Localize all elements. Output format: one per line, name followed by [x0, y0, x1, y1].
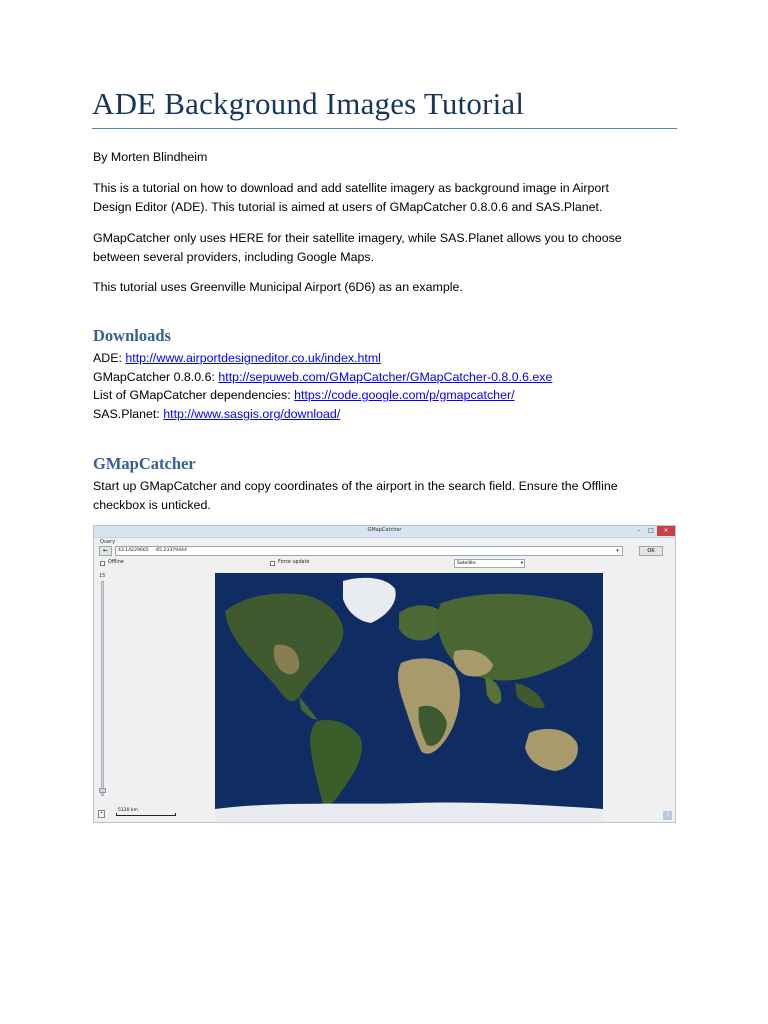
example-paragraph: This tutorial uses Greenville Municipal Airport (6D6) as an example. [93, 280, 463, 294]
force-update-checkbox[interactable] [270, 561, 275, 566]
download-label: GMapCatcher 0.8.0.6: [93, 370, 219, 384]
satellite-map[interactable] [215, 573, 603, 821]
zoom-slider[interactable] [101, 581, 104, 796]
author-line: By Morten Blindheim [93, 150, 208, 164]
window-controls [633, 526, 675, 536]
download-item-dependencies [93, 386, 515, 405]
zoom-slider-handle[interactable] [99, 788, 106, 793]
search-input[interactable]: 43.14229665 -85.23379444 [115, 546, 623, 556]
gmapcatcher-heading: GMapCatcher [93, 454, 196, 473]
providers-paragraph [93, 229, 663, 266]
chevron-down-icon: ▾ [520, 561, 523, 566]
page-title: ADE Background Images Tutorial [92, 86, 525, 121]
download-item-gmapcatcher [93, 368, 552, 387]
providers-line-2: between several providers, including Google Maps. [93, 249, 375, 264]
map-type-select[interactable] [454, 559, 525, 568]
title-underline [92, 128, 677, 129]
scale-bar [116, 813, 176, 816]
download-label: ADE: [93, 351, 126, 365]
map-type-value: Satellite [457, 561, 476, 566]
window-title: GMapCatcher [367, 527, 402, 533]
chevron-down-icon[interactable]: ▾ [616, 548, 619, 554]
download-label: List of GMapCatcher dependencies: [93, 388, 295, 402]
query-label: Query [100, 539, 116, 545]
scale-label: 5120 km [118, 808, 138, 813]
download-item-sasplanet [93, 405, 340, 424]
minimize-icon[interactable]: – [637, 527, 641, 534]
providers-line-1: GMapCatcher only uses HERE for their satellite imagery, while SAS.Planet allows you to choose [93, 231, 622, 245]
back-button[interactable] [99, 546, 112, 556]
help-icon[interactable]: ? [663, 811, 672, 820]
download-link-ade[interactable]: http://www.airportdesigneditor.co.uk/index.html [125, 351, 381, 365]
downloads-heading: Downloads [93, 326, 171, 345]
intro-paragraph [93, 179, 663, 216]
zoom-level-label: 15 [99, 573, 106, 579]
world-map-image [215, 573, 603, 821]
intro-line-1: This is a tutorial on how to download and add satellite imagery as background image in Airport [93, 181, 609, 195]
download-link-gmapcatcher[interactable]: http://sepuweb.com/GMapCatcher/GMapCatcher-0.8.0.6.exe [218, 370, 553, 384]
download-item-ade [93, 349, 381, 368]
ok-button[interactable]: OK [639, 546, 663, 556]
download-link-dependencies[interactable]: https://code.google.com/p/gmapcatcher/ [294, 388, 515, 402]
maximize-icon[interactable]: □ [648, 527, 654, 534]
download-label: SAS.Planet: [93, 407, 164, 421]
offline-checkbox[interactable] [100, 561, 105, 566]
back-arrow-icon: ← [102, 547, 109, 554]
gmapcatcher-instructions [93, 477, 663, 514]
offline-label: Offline [108, 560, 124, 565]
scale-toggle[interactable]: • [98, 810, 105, 818]
intro-line-2: Design Editor (ADE). This tutorial is aimed at users of GMapCatcher 0.8.0.6 and SAS.Planet. [93, 199, 603, 214]
gmapcatcher-line-2: checkbox is unticked. [93, 497, 211, 512]
close-icon[interactable]: × [657, 526, 675, 536]
gmapcatcher-line-1: Start up GMapCatcher and copy coordinates of the airport in the search field. Ensure the Offline [93, 479, 618, 493]
download-link-sasplanet[interactable]: http://www.sasgis.org/download/ [163, 407, 341, 421]
window-titlebar [94, 526, 675, 538]
gmapcatcher-screenshot [93, 525, 676, 823]
force-update-label: Force update [278, 560, 310, 565]
